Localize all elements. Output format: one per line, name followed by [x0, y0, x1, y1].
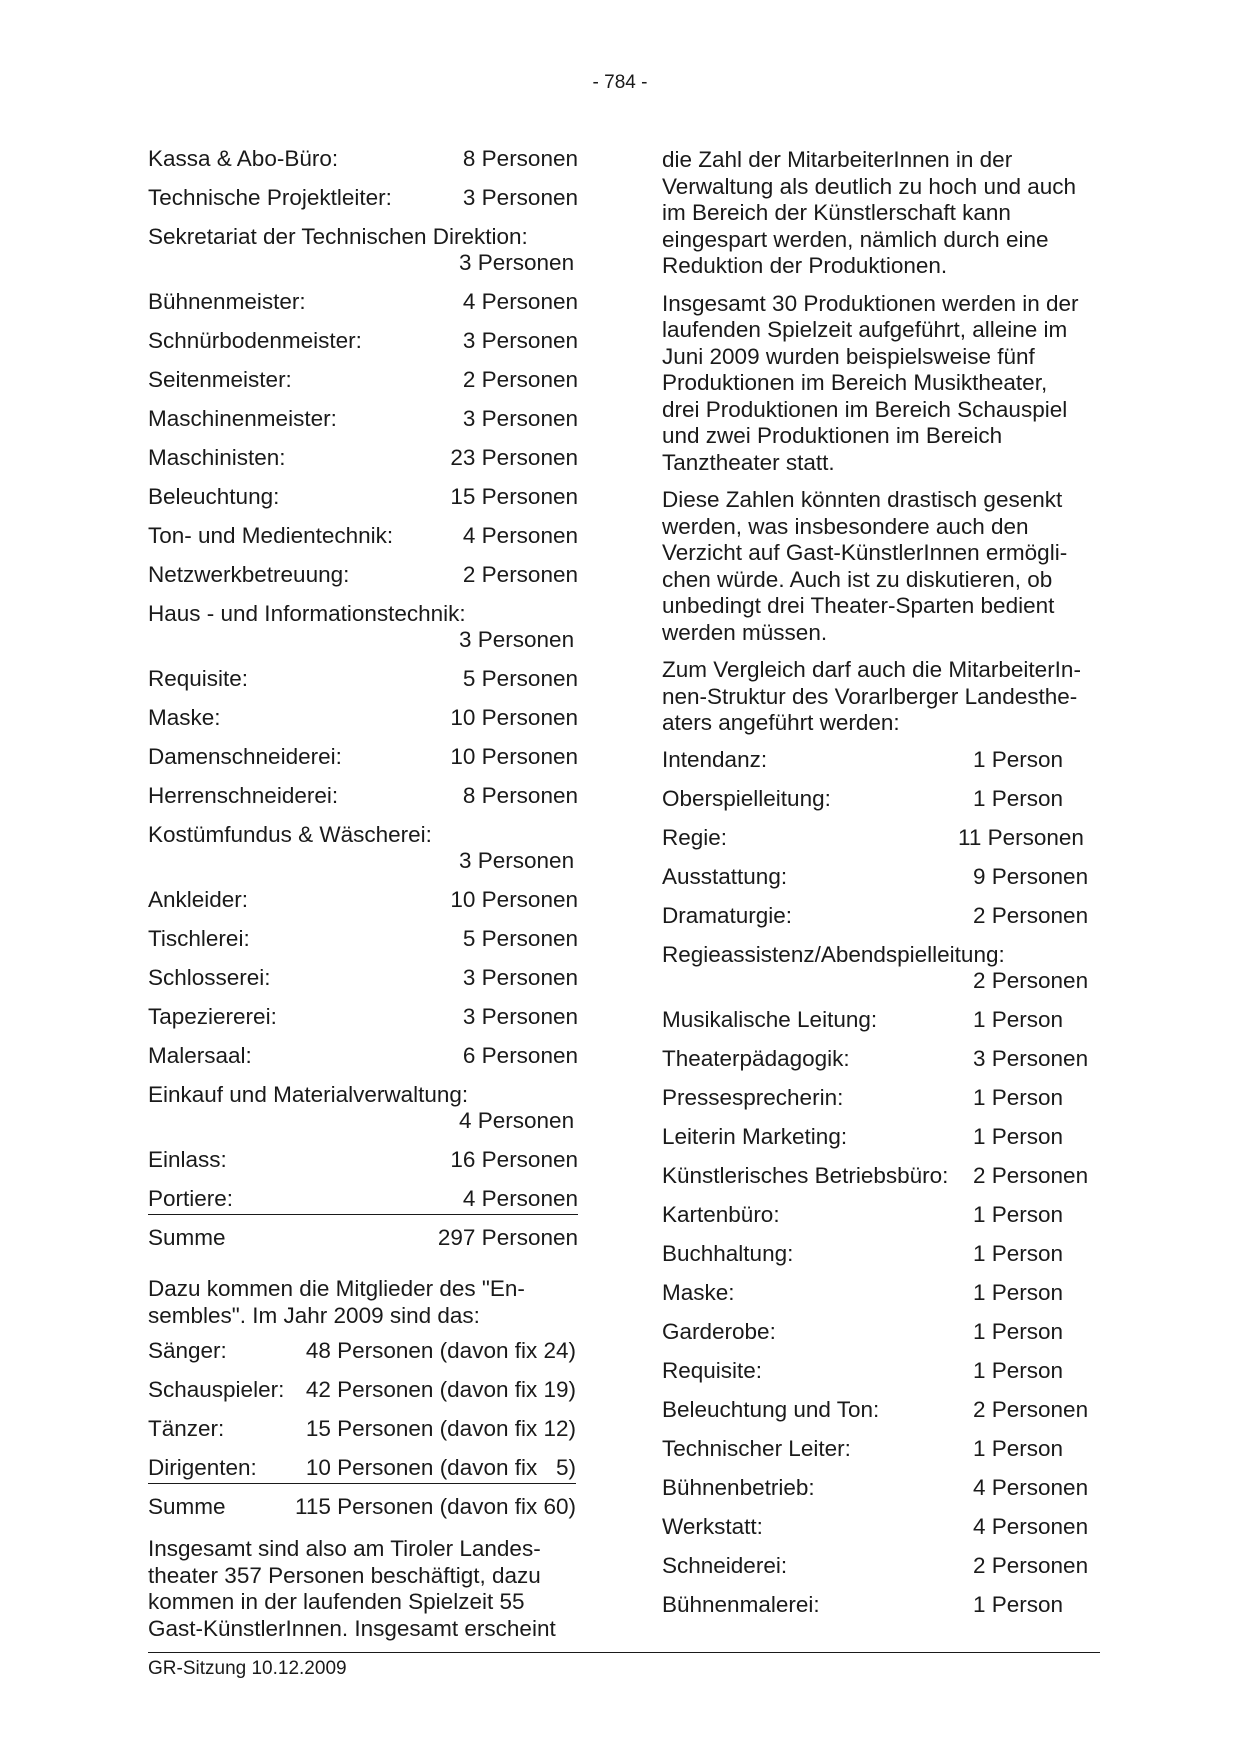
closing-paragraph: [148, 1536, 578, 1642]
staff-role-label: Dramaturgie:: [662, 902, 793, 928]
left-staff-row: [148, 784, 578, 823]
left-staff-row: [148, 1044, 578, 1083]
right-staff-row: [662, 1398, 1092, 1437]
text-line: kommen in der laufenden Spielzeit 55: [148, 1589, 525, 1614]
staff-role-label: Oberspielleitung:: [662, 785, 831, 811]
staff-count-value: 6 Personen: [462, 1043, 578, 1068]
staff-count-value: 1 Person: [973, 1201, 1064, 1227]
right-staff-row: [662, 1554, 1092, 1593]
staff-role-label: Kassa & Abo-Büro:: [148, 146, 339, 171]
staff-count-value: 8 Personen: [462, 783, 578, 808]
staff-count-value: 3 Personen: [459, 627, 575, 652]
staff-role-label: Ton- und Medientechnik:: [148, 523, 394, 548]
staff-count-value: 5 Personen: [462, 926, 578, 951]
ensemble-group-label: Dirigenten:: [148, 1455, 257, 1480]
right-column: [662, 147, 1092, 1632]
right-staff-row: [662, 826, 1092, 865]
staff-count-value: 1 Person: [973, 1279, 1064, 1305]
left-staff-row: [148, 745, 578, 784]
staff-role-label: Damenschneiderei:: [148, 744, 342, 769]
right-staff-row: [662, 1593, 1092, 1632]
theatre-staff-list: [148, 147, 578, 1265]
left-staff-row: [148, 1226, 578, 1265]
staff-count-value: 1 Person: [973, 1318, 1064, 1344]
staff-count-value: 4 Personen: [462, 1186, 578, 1211]
staff-count-value: 3 Personen: [462, 185, 578, 210]
text-line: laufenden Spielzeit aufgeführt, alleine im: [662, 317, 1068, 342]
ensemble-group-label: Tänzer:: [148, 1416, 225, 1441]
text-line: im Bereich der Künstlerschaft kann: [662, 200, 1011, 225]
text-line: Reduktion der Produktionen.: [662, 253, 948, 278]
text-line: Verwaltung als deutlich zu hoch und auch: [662, 173, 1077, 199]
text-line: Zum Vergleich darf auch die MitarbeiterIn-: [662, 657, 1081, 682]
staff-count-value: 1 Person: [973, 785, 1064, 811]
ensemble-count-value: 115 Personen (davon fix 60): [294, 1494, 576, 1519]
footer-text: GR-Sitzung 10.12.2009: [148, 1658, 347, 1679]
left-staff-row: [148, 446, 578, 485]
staff-count-value: 3 Personen: [462, 406, 578, 431]
ensemble-intro-paragraph: [148, 1276, 578, 1329]
vorarlberg-staff-list: [662, 748, 1092, 1632]
left-staff-row: [148, 329, 578, 368]
staff-role-label: Ausstattung:: [662, 863, 788, 889]
staff-count-value: 16 Personen: [450, 1147, 578, 1172]
ensemble-list: [148, 1339, 578, 1534]
staff-count-value: 2 Personen: [462, 367, 578, 392]
right-staff-row: [662, 1164, 1092, 1203]
staff-count-value: 9 Personen: [973, 863, 1089, 889]
left-staff-row: [148, 1187, 578, 1226]
staff-role-label: Haus - und Informationstechnik:: [148, 601, 466, 626]
text-line: Insgesamt 30 Produktionen werden in der: [662, 290, 1079, 316]
text-line: drei Produktionen im Bereich Schauspiel: [662, 396, 1068, 422]
text-line: Diese Zahlen könnten drastisch gesenkt: [662, 487, 1063, 512]
left-staff-row: [148, 485, 578, 524]
ensemble-row: [148, 1417, 578, 1456]
right-staff-row: [662, 748, 1092, 787]
text-line: die Zahl der MitarbeiterInnen in der: [662, 147, 1013, 172]
text-line: theater 357 Personen beschäftigt, dazu: [148, 1562, 541, 1588]
text-line: Juni 2009 wurden beispielsweise fünf: [662, 343, 1035, 369]
staff-count-value: 3 Personen: [459, 250, 575, 275]
staff-role-label: Portiere:: [148, 1186, 234, 1211]
staff-count-value: 2 Personen: [973, 1396, 1089, 1422]
left-column: [148, 147, 578, 1642]
text-line: und zwei Produktionen im Bereich: [662, 423, 1003, 448]
staff-role-label: Bühnenbetrieb:: [662, 1474, 815, 1500]
staff-role-label: Buchhaltung:: [662, 1240, 794, 1266]
ensemble-count-value: 15 Personen (davon fix 12): [305, 1416, 576, 1441]
staff-role-label: Seitenmeister:: [148, 367, 292, 392]
staff-role-label: Summe: [148, 1225, 226, 1250]
left-staff-row: [148, 147, 578, 186]
text-line: unbedingt drei Theater-Sparten bedient: [662, 593, 1055, 618]
staff-role-label: Netzwerkbetreuung:: [148, 562, 350, 587]
right-staff-row: [662, 1320, 1092, 1359]
staff-count-value: 1 Person: [973, 1006, 1064, 1032]
staff-count-value: 15 Personen: [450, 484, 578, 509]
right-staff-row: [662, 1203, 1092, 1242]
staff-role-label: Maschinisten:: [148, 445, 286, 470]
staff-count-value: 1 Person: [973, 1240, 1064, 1266]
staff-count-value: 3 Personen: [459, 848, 575, 873]
staff-role-label: Tischlerei:: [148, 926, 250, 951]
staff-role-label: Einlass:: [148, 1147, 227, 1172]
staff-role-label: Kartenbüro:: [662, 1201, 780, 1227]
staff-count-value: 2 Personen: [973, 1162, 1089, 1188]
left-staff-row: [148, 966, 578, 1005]
left-staff-row: [148, 602, 578, 667]
left-staff-row: [148, 407, 578, 446]
staff-count-value: 1 Person: [973, 1591, 1064, 1617]
page-number: - 784 -: [592, 72, 648, 93]
staff-role-label: Einkauf und Materialverwaltung:: [148, 1082, 469, 1107]
ensemble-group-label: Summe: [148, 1494, 226, 1519]
staff-role-label: Technischer Leiter:: [662, 1435, 851, 1461]
paragraph-comparison: [662, 657, 1092, 737]
text-line: Insgesamt sind also am Tiroler Landes-: [148, 1536, 541, 1561]
staff-role-label: Intendanz:: [662, 746, 768, 772]
right-staff-row: [662, 1437, 1092, 1476]
left-staff-row: [148, 290, 578, 329]
staff-role-label: Werkstatt:: [662, 1513, 763, 1539]
text-line: eingespart werden, nämlich durch eine: [662, 226, 1049, 252]
staff-count-value: 5 Personen: [462, 666, 578, 691]
left-staff-row: [148, 823, 578, 888]
text-line: Gast-KünstlerInnen. Insgesamt erscheint: [148, 1615, 556, 1641]
staff-role-label: Garderobe:: [662, 1318, 776, 1344]
left-staff-row: [148, 706, 578, 745]
right-staff-row: [662, 1008, 1092, 1047]
text-line: Dazu kommen die Mitglieder des "En-: [148, 1276, 525, 1301]
staff-count-value: 1 Person: [973, 1084, 1064, 1110]
left-staff-row: [148, 888, 578, 927]
right-staff-row: [662, 1125, 1092, 1164]
staff-role-label: Maske:: [662, 1279, 735, 1305]
staff-role-label: Beleuchtung und Ton:: [662, 1396, 880, 1422]
right-staff-row: [662, 787, 1092, 826]
paragraph-reduction: [662, 487, 1092, 646]
staff-count-value: 1 Person: [973, 1357, 1064, 1383]
right-staff-row: [662, 1086, 1092, 1125]
staff-role-label: Malersaal:: [148, 1043, 252, 1068]
staff-role-label: Beleuchtung:: [148, 484, 280, 509]
staff-role-label: Requisite:: [662, 1357, 763, 1383]
ensemble-group-label: Schauspieler:: [148, 1377, 285, 1402]
text-line: Verzicht auf Gast-KünstlerInnen ermögli-: [662, 540, 1068, 565]
staff-role-label: Künstlerisches Betriebsbüro:: [662, 1162, 949, 1188]
staff-count-value: 3 Personen: [973, 1045, 1089, 1071]
staff-role-label: Kostümfundus & Wäscherei:: [148, 822, 432, 847]
staff-count-value: 4 Personen: [973, 1513, 1089, 1539]
left-staff-row: [148, 927, 578, 966]
staff-count-value: 3 Personen: [462, 965, 578, 990]
staff-role-label: Bühnenmalerei:: [662, 1591, 820, 1617]
right-staff-row: [662, 865, 1092, 904]
staff-count-value: 10 Personen: [450, 705, 578, 730]
text-line: aters angeführt werden:: [662, 710, 900, 735]
staff-count-value: 1 Person: [973, 1123, 1064, 1149]
left-staff-row: [148, 1005, 578, 1044]
staff-count-value: 2 Personen: [973, 1552, 1089, 1578]
text-line: sembles". Im Jahr 2009 sind das:: [148, 1302, 480, 1328]
ensemble-row: [148, 1495, 578, 1534]
staff-count-value: 8 Personen: [462, 146, 578, 171]
staff-count-value: 23 Personen: [450, 445, 578, 470]
left-staff-row: [148, 368, 578, 407]
staff-role-label: Technische Projektleiter:: [148, 185, 392, 210]
text-line: chen würde. Auch ist zu diskutieren, ob: [662, 566, 1053, 592]
staff-role-label: Schlosserei:: [148, 965, 271, 990]
staff-count-value: 2 Personen: [462, 562, 578, 587]
staff-role-label: Sekretariat der Technischen Direktion:: [148, 224, 528, 249]
staff-role-label: Schneiderei:: [662, 1552, 788, 1578]
ensemble-group-label: Sänger:: [148, 1338, 227, 1363]
staff-count-value: 1 Person: [973, 1435, 1064, 1461]
left-staff-row: [148, 186, 578, 225]
staff-count-value: 3 Personen: [462, 1004, 578, 1029]
staff-role-label: Maske:: [148, 705, 221, 730]
staff-role-label: Musikalische Leitung:: [662, 1006, 878, 1032]
staff-count-value: 2 Personen: [973, 967, 1089, 993]
right-staff-row: [662, 1515, 1092, 1554]
left-staff-row: [148, 667, 578, 706]
left-staff-row: [148, 1083, 578, 1148]
staff-count-value: 297 Personen: [437, 1225, 578, 1250]
staff-role-label: Leiterin Marketing:: [662, 1123, 848, 1149]
staff-role-label: Tapeziererei:: [148, 1004, 277, 1029]
text-line: Produktionen im Bereich Musiktheater,: [662, 370, 1048, 395]
staff-role-label: Schnürbodenmeister:: [148, 328, 362, 353]
staff-count-value: 4 Personen: [973, 1474, 1089, 1500]
footer-rule: [148, 1652, 1100, 1653]
staff-role-label: Regie:: [662, 824, 728, 850]
paragraph-productions: [662, 291, 1092, 477]
staff-role-label: Herrenschneiderei:: [148, 783, 339, 808]
staff-role-label: Requisite:: [148, 666, 249, 691]
left-staff-row: [148, 563, 578, 602]
staff-count-value: 3 Personen: [462, 328, 578, 353]
left-staff-row: [148, 524, 578, 563]
right-staff-row: [662, 1476, 1092, 1515]
ensemble-count-value: 48 Personen (davon fix 24): [305, 1338, 576, 1363]
left-staff-row: [148, 225, 578, 290]
staff-count-value: 4 Personen: [459, 1108, 575, 1133]
staff-count-value: 2 Personen: [973, 902, 1089, 928]
staff-count-value: 4 Personen: [462, 523, 578, 548]
staff-count-value: 10 Personen: [450, 744, 578, 769]
ensemble-count-value: 42 Personen (davon fix 19): [305, 1377, 576, 1402]
staff-count-value: 10 Personen: [450, 887, 578, 912]
left-staff-row: [148, 1148, 578, 1187]
staff-count-value: 1 Person: [973, 746, 1064, 772]
staff-role-label: Theaterpädagogik:: [662, 1045, 850, 1071]
right-staff-row: [662, 1242, 1092, 1281]
staff-role-label: Ankleider:: [148, 887, 249, 912]
text-line: Tanztheater statt.: [662, 449, 835, 475]
staff-count-value: 11 Personen: [958, 824, 1084, 850]
right-staff-row: [662, 943, 1092, 1008]
paragraph-personnel-assessment: [662, 147, 1092, 280]
ensemble-row: [148, 1456, 578, 1495]
staff-role-label: Maschinenmeister:: [148, 406, 337, 431]
staff-role-label: Regieassistenz/Abendspielleitung:: [662, 941, 1005, 967]
right-staff-row: [662, 1359, 1092, 1398]
staff-role-label: Bühnenmeister:: [148, 289, 306, 314]
text-line: nen-Struktur des Vorarlberger Landesthe-: [662, 683, 1078, 709]
text-line: werden, was insbesondere auch den: [662, 513, 1029, 539]
right-staff-row: [662, 904, 1092, 943]
right-staff-row: [662, 1047, 1092, 1086]
staff-count-value: 4 Personen: [462, 289, 578, 314]
ensemble-row: [148, 1339, 578, 1378]
staff-role-label: Pressesprecherin:: [662, 1084, 844, 1110]
ensemble-row: [148, 1378, 578, 1417]
text-line: werden müssen.: [662, 619, 828, 645]
ensemble-count-value: 10 Personen (davon fix 5): [305, 1455, 576, 1480]
right-staff-row: [662, 1281, 1092, 1320]
